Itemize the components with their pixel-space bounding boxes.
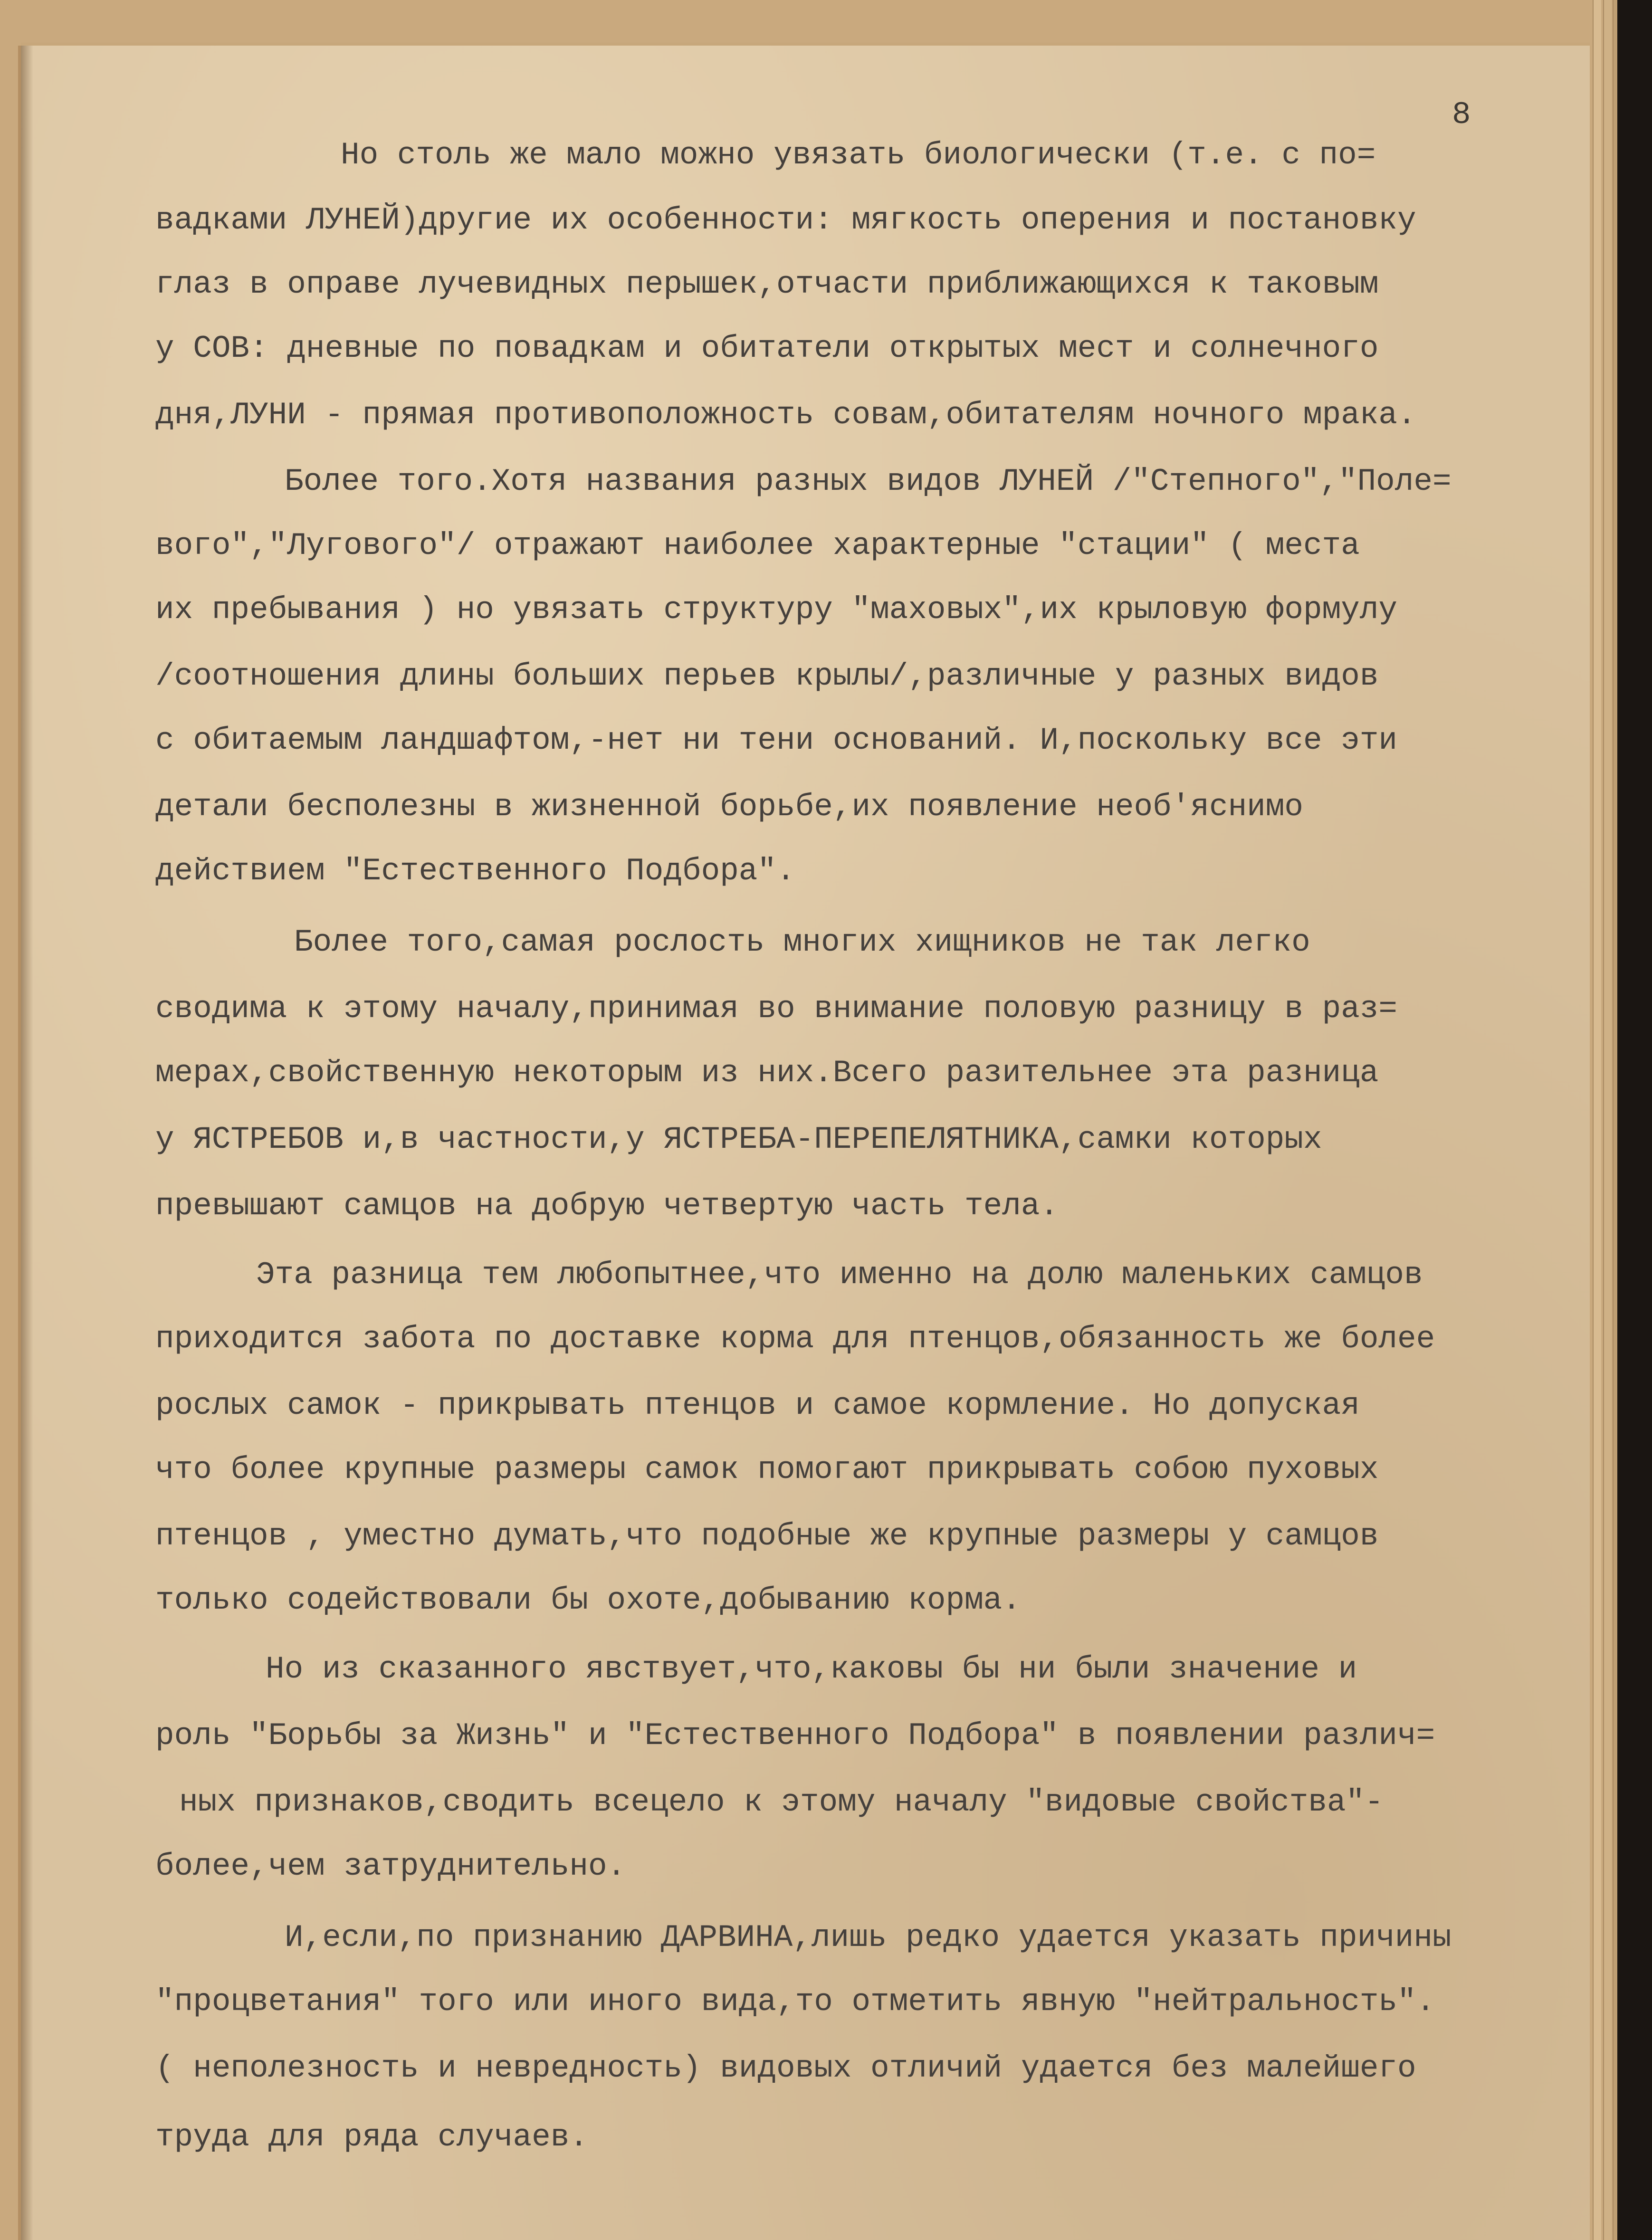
- text-line: дня,ЛУНИ - прямая противоположность совам,обитателям ночного мрака.: [155, 397, 1416, 433]
- text-line: их пребывания ) но увязать структуру "маховых",их крыловую формулу: [155, 592, 1398, 628]
- text-line: у ЯСТРЕБОВ и,в частности,у ЯСТРЕБА-ПЕРЕПЕЛЯТНИКА,самки которых: [155, 1122, 1322, 1157]
- text-line: птенцов , уместно думать,что подобные же крупные размеры у самцов: [155, 1518, 1379, 1554]
- page-edge-stack: [1593, 0, 1601, 2240]
- text-line: сводима к этому началу,принимая во внимание половую разницу в раз=: [155, 991, 1398, 1027]
- text-line: рослых самок - прикрывать птенцов и самое кормление. Но допуская: [155, 1388, 1360, 1423]
- text-line: приходится забота по доставке корма для птенцов,обязанность же более: [155, 1321, 1435, 1357]
- text-line: И,если,по признанию ДАРВИНА,лишь редко удается указать причины: [285, 1920, 1451, 1955]
- text-line: /соотношения длины больших перьев крылы/,различные у разных видов: [155, 658, 1379, 694]
- page-edge-stack: [1613, 0, 1617, 2240]
- typewritten-page: [21, 46, 1590, 2240]
- text-line: вадками ЛУНЕЙ)другие их особенности: мягкость оперения и постановку: [155, 202, 1416, 238]
- text-line: Более того,самая рослость многих хищников не так легко: [294, 925, 1310, 960]
- text-line: Более того.Хотя названия разных видов ЛУНЕЙ /"Степного","Поле=: [285, 464, 1451, 499]
- text-line: ( неполезность и невредность) видовых отличий удается без малейшего: [155, 2050, 1416, 2086]
- text-line: труда для ряда случаев.: [155, 2119, 588, 2155]
- text-line: роль "Борьбы за Жизнь" и "Естественного Подбора" в появлении различ=: [155, 1718, 1435, 1754]
- page-number: 8: [1452, 97, 1471, 133]
- text-line: Но столь же мало можно увязать биологически (т.е. с по=: [341, 137, 1376, 173]
- text-line: более,чем затруднительно.: [155, 1849, 626, 1884]
- text-line: ных признаков,сводить всецело к этому началу "видовые свойства"-: [179, 1784, 1384, 1820]
- text-line: мерах,свойственную некоторым из них.Всего разительнее эта разница: [155, 1055, 1379, 1091]
- text-line: вого","Лугового"/ отражают наиболее характерные "стации" ( места: [155, 528, 1360, 563]
- text-line: Но из сказанного явствует,что,каковы бы ни были значение и: [266, 1651, 1357, 1687]
- text-line: только содействовали бы охоте,добыванию корма.: [155, 1582, 1021, 1618]
- text-line: детали бесполезны в жизненной борьбе,их появление необ'яснимо: [155, 789, 1303, 825]
- text-line: глаз в оправе лучевидных перышек,отчасти приближающихся к таковым: [155, 267, 1379, 302]
- text-line: "процветания" того или иного вида,то отметить явную "нейтральность".: [155, 1984, 1435, 2020]
- text-line: Эта разница тем любопытнее,что именно на долю маленьких самцов: [256, 1257, 1423, 1293]
- text-line: что более крупные размеры самок помогают прикрывать собою пуховых: [155, 1452, 1379, 1487]
- text-line: у СОВ: дневные по повадкам и обитатели открытых мест и солнечного: [155, 331, 1379, 366]
- text-line: превышают самцов на добрую четвертую часть тела.: [155, 1188, 1059, 1224]
- binding-gutter: [21, 46, 33, 2240]
- page-edge-stack: [1603, 0, 1612, 2240]
- text-line: с обитаемым ландшафтом,-нет ни тени оснований. И,поскольку все эти: [155, 723, 1398, 758]
- text-line: действием "Естественного Подбора".: [155, 853, 795, 889]
